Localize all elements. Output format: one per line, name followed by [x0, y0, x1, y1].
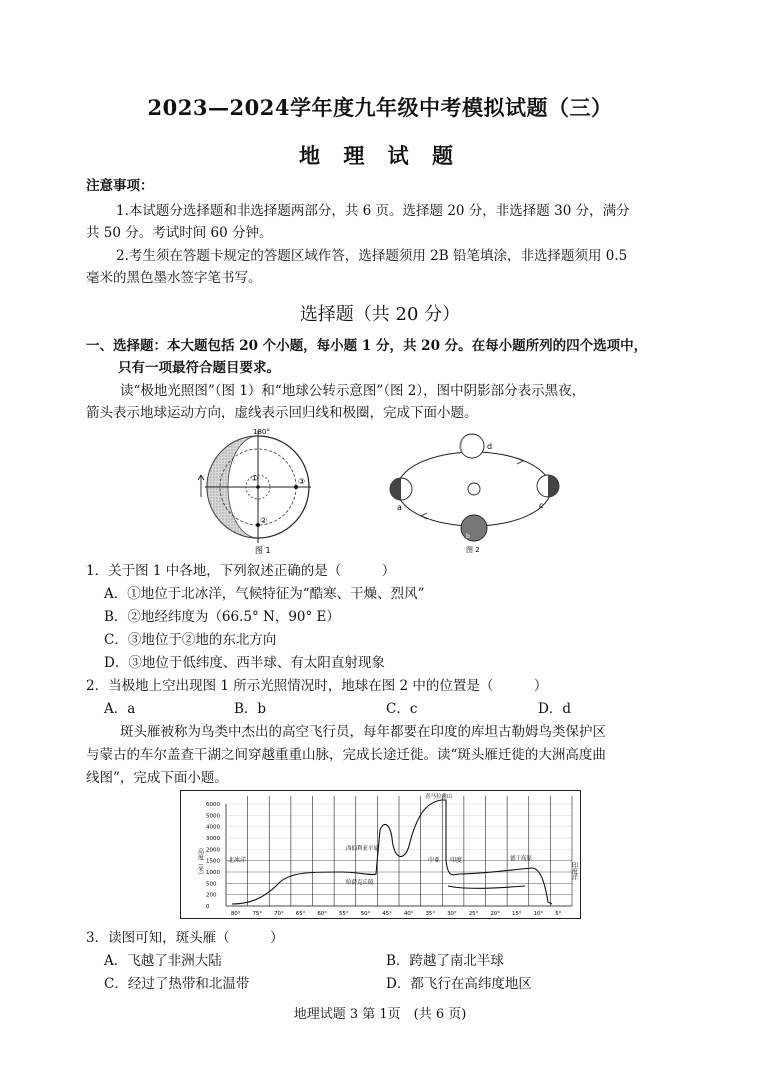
exam-title: 2023—2024学年度九年级中考模拟试题（三） [147, 95, 613, 120]
q1-option-d[interactable]: D．③地位于低纬度、西半球、有太阳直射现象 [104, 655, 385, 671]
region-west-siberian: 西伯利亚平原 [346, 846, 380, 852]
fig1-point-1: ① [251, 474, 259, 483]
fig1-point-2: ② [260, 516, 268, 525]
q2-option-c[interactable]: C．c [386, 701, 418, 717]
notice-item-2-cont: 毫米的黑色墨水签字笔书写。 [86, 270, 262, 286]
q2-option-d[interactable]: D．d [538, 701, 571, 717]
intro-text-cont: 箭头表示地球运动方向，虚线表示回归线和极圈，完成下面小题。 [86, 405, 478, 421]
y-tick-label: 3000 [206, 836, 220, 842]
x-tick-label: 65° [295, 911, 306, 917]
section-title: 选择题（共 20 分） [299, 304, 461, 325]
x-tick-label: 80° [230, 911, 241, 917]
x-tick-label: 55° [338, 911, 349, 917]
y-tick-label: 6000 [206, 802, 220, 808]
x-tick-label: 10° [533, 911, 544, 917]
y-tick-label: 0 [206, 904, 210, 910]
earth-revolution-figure [382, 428, 567, 553]
fig1-point-3: ③ [298, 477, 306, 486]
region-himalaya: 喜马拉雅山 [425, 794, 453, 800]
q1-option-b[interactable]: B．②地经纬度为（66.5° N，90° E） [104, 609, 340, 625]
chart-ylabel: 高度（米） [196, 848, 204, 878]
fig2-pos-a: a [397, 503, 402, 512]
subject-title: 地 理 试 题 [299, 143, 461, 168]
fig2-pos-d: d [487, 442, 493, 451]
region-south-plateau: 德干高原 [510, 856, 533, 862]
q1-option-c[interactable]: C．③地位于②地的东北方向 [104, 632, 277, 648]
q2-option-a[interactable]: A．a [104, 701, 136, 717]
part1-heading-cont: 只有一项最符合题目要求。 [118, 360, 280, 376]
x-tick-label: 40° [403, 911, 414, 917]
passage-2-cont: 与蒙古的车尔盖查干湖之间穿越重重山脉，完成长途迁徙。读“斑头雁迁徙的大洲高度曲 [86, 747, 606, 763]
polar-light-figure [195, 425, 325, 560]
fig2-caption: 图 2 [466, 546, 480, 553]
y-tick-label: 200 [206, 892, 217, 899]
q2-stem: 2．当极地上空出现图 1 所示光照情况时，地球在图 2 中的位置是（ ） [86, 678, 548, 694]
x-tick-label: 25° [468, 911, 479, 917]
page-footer: 地理试题 3 第 1页 (共 6 页) [293, 1007, 467, 1022]
fig1-label-180: 180° [253, 428, 270, 436]
x-tick-label: 15° [511, 911, 522, 917]
y-tick-label: 1500 [206, 858, 220, 865]
x-tick-label: 60° [317, 911, 328, 917]
y-tick-label: 2000 [206, 847, 220, 854]
passage-2: 斑头雁被称为鸟类中杰出的高空飞行员，每年都要在印度的库坦古勒姆鸟类保护区 [120, 724, 606, 740]
x-tick-label: 50° [360, 911, 371, 917]
region-left-ocean: 北冰洋 [228, 857, 247, 864]
part1-heading: 一、选择题：本大题包括 20 个小题，每小题 1 分，共 20 分。在每小题所列的四个选项中， [86, 338, 648, 354]
x-tick-label: 75° [252, 911, 263, 917]
x-tick-label: 70° [274, 911, 284, 917]
y-tick-label: 4000 [206, 824, 220, 831]
notice-heading: 注意事项： [86, 178, 154, 194]
notice-item-1-cont: 共 50 分。考试时间 60 分钟。 [86, 225, 273, 241]
region-kazakh: 哈萨克丘陵 [346, 880, 374, 886]
q3-option-a[interactable]: A．飞越了非洲大陆 [104, 953, 222, 969]
q3-option-b[interactable]: B．跨越了南北半球 [386, 953, 504, 969]
q2-option-b[interactable]: B．b [234, 701, 267, 717]
q3-option-c[interactable]: C．经过了热带和北温带 [104, 976, 250, 992]
fig2-pos-c: c [539, 501, 544, 510]
q3-stem: 3．读图可知，斑头雁（ ） [86, 930, 284, 946]
x-tick-label: 35° [425, 911, 436, 917]
notice-item-1: 1.本试题分选择题和非选择题两部分，共 6 页。选择题 20 分，非选择题 30 分，满分 [116, 203, 630, 219]
y-tick-label: 1000 [206, 870, 220, 876]
x-tick-label: 20° [490, 911, 501, 917]
notice-item-2: 2.考生须在答题卡规定的答题区域作答，选择题须用 2B 铅笔填涂，非选择题须用 0.5 [116, 248, 628, 264]
x-tick-label: 5° [555, 911, 562, 917]
migration-altitude-chart [180, 790, 582, 920]
q3-option-d[interactable]: D．都飞行在高纬度地区 [386, 976, 532, 992]
y-tick-label: 5000 [206, 813, 220, 820]
intro-text: 读“极地光照图”（图 1）和“地球公转示意图”（图 2），图中阴影部分表示黑夜， [120, 383, 586, 399]
region-right-ocean: 印度洋 [570, 862, 578, 880]
region-india: 印度 [450, 857, 463, 864]
fig1-caption: 图 1 [255, 546, 271, 555]
passage-2-cont2: 线图”，完成下面小题。 [86, 770, 228, 786]
x-tick-label: 45° [382, 911, 392, 917]
x-tick-label: 30° [447, 911, 457, 917]
q1-option-a[interactable]: A．①地位于北冰洋，气候特征为“酷寒、干燥、烈风” [104, 586, 425, 602]
y-tick-label: 500 [206, 881, 217, 888]
region-central-asia: 中亚 [428, 857, 441, 864]
q1-stem: 1．关于图 1 中各地，下列叙述正确的是（ ） [86, 563, 396, 579]
fig2-pos-b: b [466, 533, 470, 540]
